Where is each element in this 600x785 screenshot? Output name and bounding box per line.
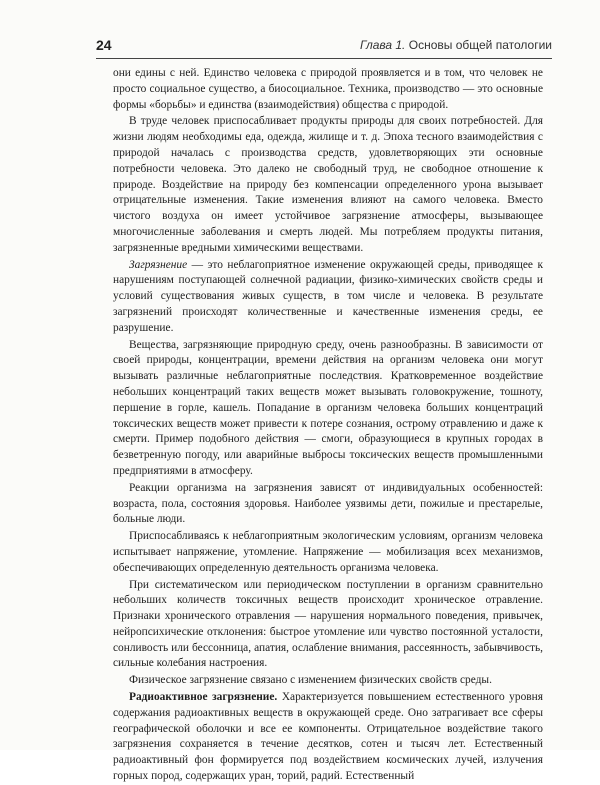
paragraph: они едины с ней. Единство человека с природой проявляется и в том, что человек не просто социальное существо, а биосоциальное. Техника, производство — это основные формы «борьбы» и единства (взаимодействия) общества с природой. [113, 67, 543, 111]
paragraph: Приспосабливаясь к неблагоприятным экологическим условиям, организм человека испытывает напряжение, утомление. Напряжение — мобилизация всех механизмов, обеспечивающих определенную деятельность организма человека. [113, 530, 543, 574]
page-body [113, 66, 543, 785]
paragraph: Радиоактивное загрязнение. Характеризуется повышением естественного уровня содержания радиоактивных веществ в окружающей среде. Оно затрагивает все сферы географической оболочки и все ее компоненты. Отрицательное воздействие такого загрязнения сохраняется в течение десятков, сотен и тысяч лет. Естественный радиоактивный фон формируется под воздействием космических лучей, излучения горных пород, содержащих уран, торий, радий. Естественный [113, 691, 543, 783]
paragraph: Реакции организма на загрязнения зависят от индивидуальных особенностей: возраста, пола, состояния здоровья. Наиболее уязвимы дети, пожилые и престарелые, больные люди. [113, 481, 543, 526]
paragraph: В труде человек приспосабливает продукты природы для своих потребностей. Для жизни людям необходимы еда, одежда, жилище и т. д. Эпоха тесного взаимодействия с природой началась с производства средств, удовлетворяющих эти основные потребности человека. Это далеко не свободный труд, не свободное отношение к природе. Воздействие на природу без компенсации определенного урона вызывает отрицательные изменения. Такие изменения влияют на самого человека. Вместо чистого воздуха он имеет устойчивое загрязнение атмосферы, вызывающее многочисленные заболевания и смерть людей. Мы потребляем продукты питания, загрязненные вредными химическими веществами. [113, 115, 543, 254]
chapter-label: Глава 1. [359, 38, 406, 52]
paragraph: Загрязнение — это неблагоприятное изменение окружающей среды, приводящее к нарушениям поступающей солнечной радиации, физико-химических свойств среды и условий существования живых существ, в том числе и человека. В результате загрязнений происходят количественные и качественные изменения среды, ее разрушение. [113, 258, 543, 334]
term-radioactive: Радиоактивное загрязнение. [129, 691, 278, 704]
page-number: 24 [96, 37, 112, 53]
paragraph: Вещества, загрязняющие природную среду, очень разнообразны. В зависимости от своей природы, концентрации, времени действия на организм человека они могут вызывать различные неблагоприятные последствия. Кратковременное воздействие небольших концентраций таких веществ может вызывать головокружение, тошноту, першение в горле, кашель. Попадание в организм человека больших концентраций токсических веществ может привести к потере сознания, острому отравлению и даже к смерти. Пример подобного действия — смоги, образующиеся в крупных городах в безветренную погоду, или аварийные выбросы токсических веществ промышленными предприятиями в атмосферу. [113, 338, 543, 477]
chapter-title: Основы общей патологии [408, 38, 552, 52]
paragraph: Физическое загрязнение связано с изменением физических свойств среды. [129, 674, 492, 687]
term-pollution: Загрязнение [129, 258, 188, 271]
page-header [96, 34, 552, 59]
running-head [360, 38, 552, 52]
paragraph: При систематическом или периодическом поступлении в организм сравнительно небольших количеств токсичных веществ происходит хроническое отравление. Признаки хронического отравления — нарушения нормального поведения, привычек, нейропсихические отклонения: быстрое утомление или чувство постоянной усталости, сонливость или бессонница, апатия, ослабление внимания, рассеянность, забывчивость, сильные колебания настроения. [113, 578, 543, 670]
